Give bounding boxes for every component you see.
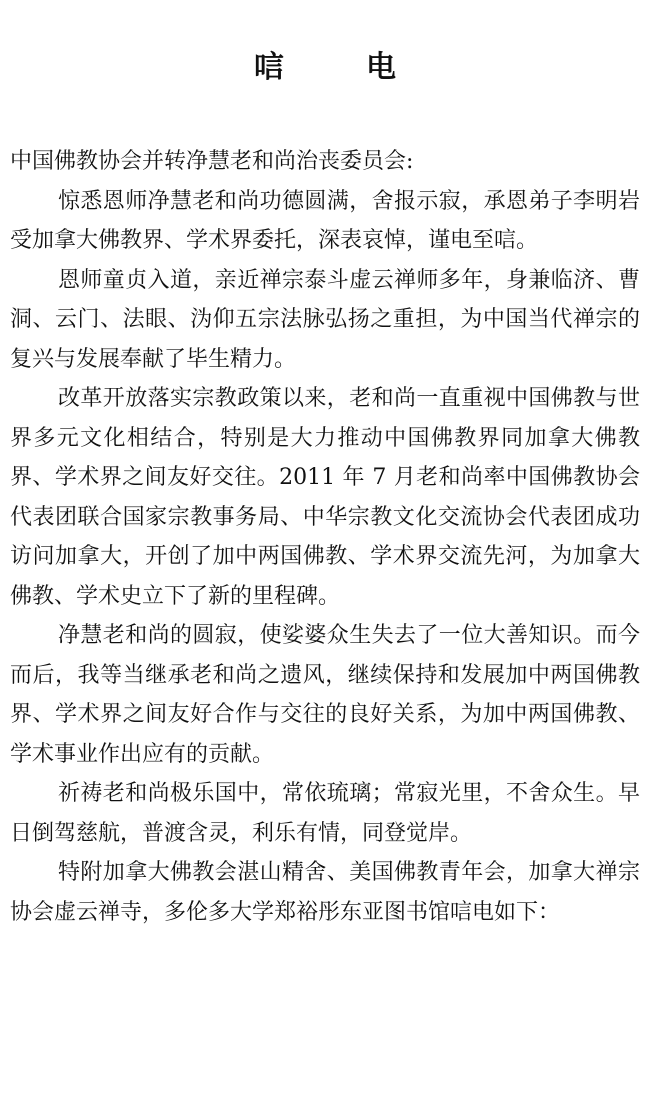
paragraph-biography: 恩师童贞入道，亲近禅宗泰斗虚云禅师多年，身兼临济、曹洞、云门、法眼、沩仰五宗法脉弘扬之重担，为中国当代禅宗的复兴与发展奉献了毕生精力。 <box>10 267 640 372</box>
document-body <box>10 142 640 932</box>
paragraph-exchange: 改革开放落实宗教政策以来，老和尚一直重视中国佛教与世界多元文化相结合，特别是大力推动中国佛教界同加拿大佛教界、学术界之间友好交往。2011 年 7 月老和尚率中国佛教协会代表团联合国家宗教事务局、中华宗教文化交流协会代表团成功访问加拿大，开创了加中两国佛教、学术界交流先河，为加拿大佛教、学术史立下了新的里程碑。 <box>10 386 640 609</box>
document-title: 唁 电 <box>254 50 422 85</box>
paragraph-prayer: 祈祷老和尚极乐国中，常依琉璃；常寂光里，不舍众生。早日倒驾慈航，普渡含灵，利乐有情，同登觉岸。 <box>10 781 640 846</box>
paragraph-condolence: 惊悉恩师净慧老和尚功德圆满，舍报示寂，承恩弟子李明岩受加拿大佛教界、学术界委托，深表哀悼，谨电至唁。 <box>10 188 640 253</box>
salutation: 中国佛教协会并转净慧老和尚治丧委员会: <box>10 149 414 174</box>
paragraph-attachment: 特附加拿大佛教会湛山精舍、美国佛教青年会，加拿大禅宗协会虚云禅寺，多伦多大学郑裕彤东亚图书馆唁电如下： <box>10 860 640 925</box>
paragraph-legacy: 净慧老和尚的圆寂，使娑婆众生失去了一位大善知识。而今而后，我等当继承老和尚之遗风，继续保持和发展加中两国佛教界、学术界之间友好合作与交往的良好关系，为加中两国佛教、学术事业作出应有的贡献。 <box>10 623 640 767</box>
